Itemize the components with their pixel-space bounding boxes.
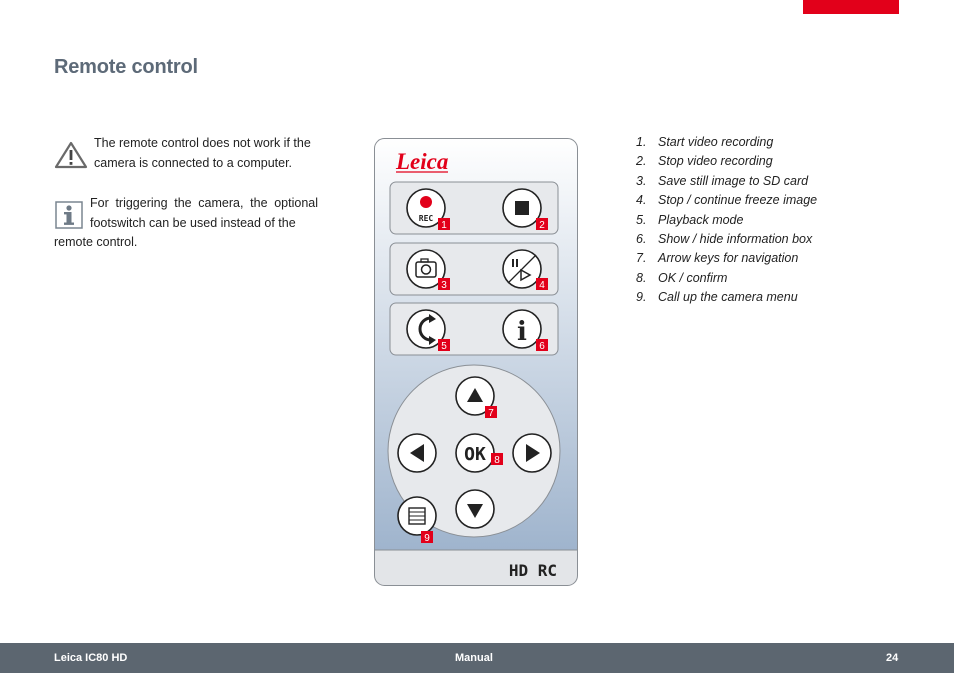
list-item: 8. OK / confirm — [636, 270, 728, 285]
stop-button — [503, 189, 541, 227]
callout-5: 5 — [441, 341, 447, 352]
footer-product: Leica IC80 HD — [54, 652, 128, 664]
info-note-continued: remote control. — [54, 235, 138, 249]
arrow-right-button — [513, 434, 551, 472]
page-title: Remote control — [54, 56, 198, 78]
ok-button — [456, 434, 494, 472]
list-item: 7. Arrow keys for navigation — [636, 251, 799, 266]
callout-7: 7 — [488, 408, 494, 419]
callout-3: 3 — [441, 280, 447, 291]
callout-9: 9 — [424, 533, 430, 544]
list-item: 6. Show / hide information box — [636, 231, 813, 246]
model-label: HD RC — [508, 561, 557, 580]
svg-text:REC: REC — [418, 214, 434, 223]
footer-doc-type: Manual — [455, 652, 493, 664]
callout-8: 8 — [494, 455, 500, 466]
arrow-left-button — [398, 434, 436, 472]
remote-control-illustration — [374, 138, 578, 586]
footer-page-number: 24 — [886, 652, 899, 664]
svg-text:i: i — [517, 317, 527, 347]
info-icon — [55, 201, 83, 229]
arrow-down-button — [456, 490, 494, 528]
function-list — [636, 133, 817, 308]
callout-2: 2 — [539, 220, 545, 231]
menu-button — [398, 497, 436, 535]
info-note: For triggering the camera, the optional footswitch can be used instead of the — [90, 196, 318, 230]
callout-4: 4 — [539, 280, 545, 291]
brand-logo: Leica — [396, 149, 449, 174]
list-item: 2. Stop video recording — [636, 154, 773, 169]
svg-text:OK: OK — [464, 444, 486, 465]
page-footer — [0, 643, 954, 673]
warning-note: The remote control does not work if the camera is connected to a computer. — [94, 136, 311, 170]
warning-triangle-icon — [54, 140, 88, 170]
list-item: 9. Call up the camera menu — [636, 290, 798, 305]
red-header-tab — [803, 0, 899, 14]
list-item: 4. Stop / continue freeze image — [636, 193, 818, 208]
callout-6: 6 — [539, 341, 545, 352]
list-item: 1. Start video recording — [636, 135, 774, 149]
callout-1: 1 — [441, 220, 447, 231]
freeze-image-button — [503, 250, 541, 288]
info-box-button — [503, 310, 541, 348]
list-item: 5. Playback mode — [636, 212, 744, 227]
list-item: 3. Save still image to SD card — [636, 173, 809, 188]
